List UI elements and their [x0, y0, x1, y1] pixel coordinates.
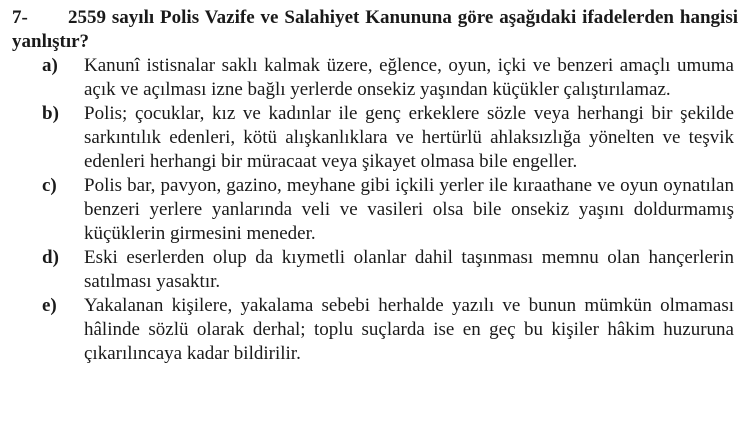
option-letter-e: e) — [42, 295, 57, 316]
option-d — [12, 246, 738, 294]
option-a — [12, 54, 738, 102]
option-text-c: Polis bar, pavyon, gazino, meyhane gibi içkili yerler ile kıraathane ve oyun oynatılan benzeri yerlere yanlarında veli ve vasileri olsa bile onsekiz yaşını doldurmamış küçüklerin girmesini meneder. — [84, 175, 734, 244]
question-number: 7- — [12, 7, 28, 28]
option-b — [12, 102, 738, 174]
option-e — [12, 294, 738, 366]
option-text-d: Eski eserlerden olup da kıymetli olanlar dahil taşınması memnu olan hançerlerin satılması yasaktır. — [84, 247, 734, 292]
option-letter-c: c) — [42, 175, 57, 196]
question-stem-line — [12, 6, 738, 54]
question-block — [12, 6, 738, 366]
option-letter-b: b) — [42, 103, 59, 124]
answer-options — [12, 54, 738, 366]
option-text-b: Polis; çocuklar, kız ve kadınlar ile genç erkeklere sözle veya herhangi bir şekilde sarkıntılık edenleri, kötü alışkanlıklara ve hertürlü ahlaksızlığa yönelten ve teşvik edenleri herhangi bir müracaat veya şikayet olmasa bile engeller. — [84, 103, 734, 172]
option-letter-a: a) — [42, 55, 58, 76]
question-stem: 2559 sayılı Polis Vazife ve Salahiyet Kanununa göre aşağıdaki ifadelerden hangisi yanlıştır? — [12, 7, 738, 52]
option-text-e: Yakalanan kişilere, yakalama sebebi herhalde yazılı ve bunun mümkün olmaması hâlinde sözlü olarak derhal; toplu suçlarda ise en geç bu kişiler hâkim huzuruna çıkarılıncaya kadar bildirilir. — [84, 295, 734, 364]
option-text-a: Kanunî istisnalar saklı kalmak üzere, eğlence, oyun, içki ve benzeri amaçlı umuma açık ve açılması izne bağlı yerlerde onsekiz yaşından küçükler çalıştırılamaz. — [84, 55, 734, 100]
option-c — [12, 174, 738, 246]
option-letter-d: d) — [42, 247, 59, 268]
